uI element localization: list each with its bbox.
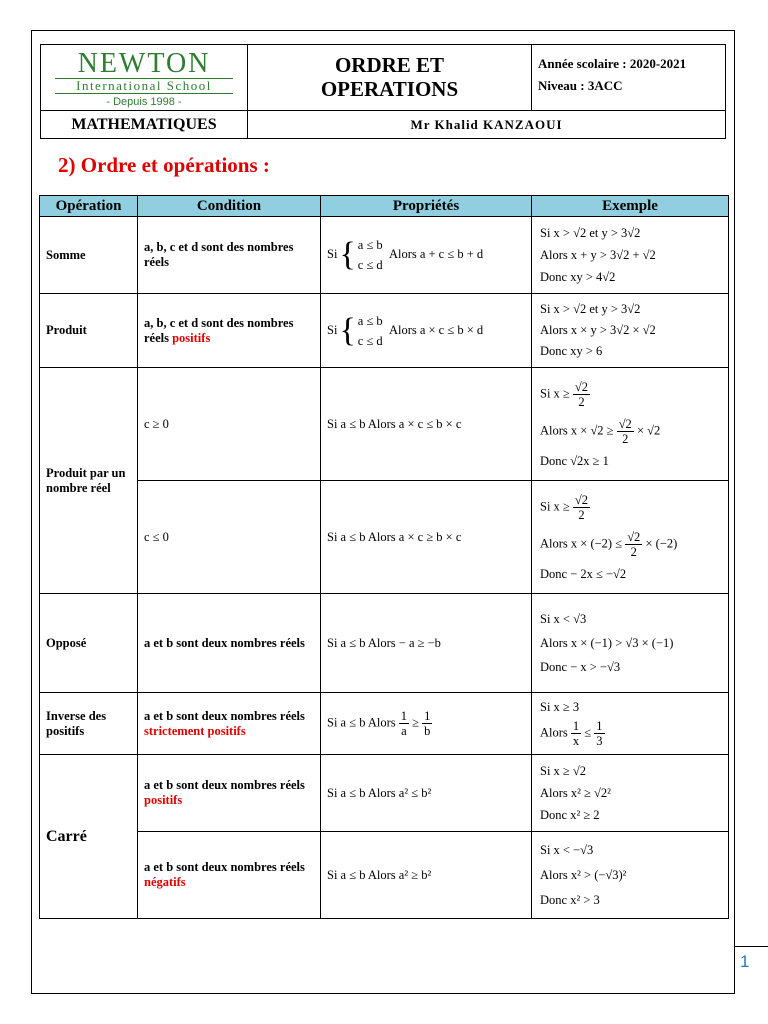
fraction-numerator: 1: [400, 709, 408, 723]
example-cell: [532, 755, 729, 832]
fraction: [594, 719, 604, 748]
operation-cell: Produit par un nombre réel: [40, 368, 138, 594]
table-row: [40, 294, 729, 368]
condition-cell: a, b, c et d sont des nombres réels: [138, 217, 321, 294]
condition-cell: c ≥ 0: [138, 368, 321, 481]
document-header: [40, 44, 726, 139]
title-line-1: ORDRE ET: [334, 53, 445, 77]
fraction-denominator: 2: [578, 507, 585, 522]
condition-cell: c ≤ 0: [138, 481, 321, 594]
condition-text: a, b, c et d sont des nombres réels: [144, 315, 294, 345]
header-info: [532, 45, 725, 111]
example-line: [540, 380, 728, 409]
property-text: Si a ≤ b Alors: [327, 715, 396, 730]
table-row: [40, 368, 729, 481]
example-line: [540, 493, 728, 522]
example-line: [540, 417, 728, 446]
operation-cell: Opposé: [40, 594, 138, 693]
table-row: [40, 832, 729, 919]
operation-cell: Somme: [40, 217, 138, 294]
table-row: [40, 693, 729, 755]
example-line: Donc x² ≥ 2: [540, 807, 600, 822]
example-cell: [532, 294, 729, 368]
condition-cell: [138, 294, 321, 368]
example-line: Si x ≥ √2: [540, 763, 587, 778]
property-cell: Si a ≤ b Alors a² ≤ b²: [321, 755, 532, 832]
condition-text: a et b sont deux nombres réels: [144, 778, 305, 792]
example-cell: [532, 693, 729, 755]
column-header: Condition: [138, 196, 321, 217]
example-text: Si x ≥: [540, 498, 570, 513]
operation-cell: Inverse des positifs: [40, 693, 138, 755]
table-row: [40, 481, 729, 594]
condition-highlight: positifs: [144, 793, 183, 807]
column-header: Opération: [40, 196, 138, 217]
example-line: Donc − x > −√3: [540, 659, 621, 674]
example-line: Donc xy > 4√2: [540, 269, 616, 284]
document-title: [248, 45, 532, 111]
example-line: Alors x + y > 3√2 + √2: [540, 247, 656, 262]
example-cell: [532, 481, 729, 594]
logo-main-text: NEWTON: [77, 48, 211, 79]
fraction-denominator: x: [572, 733, 580, 748]
property-line: c ≤ d: [357, 258, 383, 272]
school-logo: [41, 45, 248, 111]
table-row: [40, 594, 729, 693]
property-conclusion: Alors a × c ≤ b × d: [388, 322, 484, 337]
condition-text: a et b sont deux nombres réels: [144, 860, 305, 874]
example-line: Alors x² > (−√3)²: [540, 867, 627, 882]
example-cell: [532, 594, 729, 693]
property-line: a ≤ b: [357, 313, 383, 328]
example-line: [540, 530, 728, 559]
property-cell: [321, 693, 532, 755]
page-number-rule: [735, 946, 768, 947]
fraction-numerator: √2: [574, 379, 589, 394]
fraction: [573, 380, 590, 409]
column-header: Exemple: [532, 196, 729, 217]
property-line: a ≤ b: [357, 238, 383, 252]
left-brace-icon: {: [339, 236, 356, 273]
example-text: Alors x × (−2) ≤: [540, 535, 623, 550]
page-number: 1: [740, 952, 750, 971]
property-line: c ≤ d: [357, 333, 383, 348]
fraction-denominator: 2: [630, 544, 637, 559]
property-cell: [321, 217, 532, 294]
property-si: Si: [327, 322, 338, 337]
fraction-denominator: b: [424, 724, 431, 738]
example-line: Donc − 2x ≤ −√2: [540, 566, 627, 581]
condition-highlight: strictement positifs: [144, 723, 246, 738]
example-line: Si x < √3: [540, 611, 587, 626]
fraction-numerator: √2: [627, 529, 641, 544]
operation-cell: Carré: [40, 755, 138, 919]
table-row: [40, 217, 729, 294]
table-header-row: [40, 196, 729, 217]
property-cell: [321, 294, 532, 368]
example-line: Si x ≥ 3: [540, 699, 580, 714]
property-conclusion: Alors a + c ≤ b + d: [388, 246, 484, 261]
property-text: ≥: [412, 715, 420, 730]
operation-cell: Produit: [40, 294, 138, 368]
school-year: Année scolaire : 2020-2021: [538, 56, 687, 71]
example-line: Alors x² ≥ √2²: [540, 785, 611, 800]
fraction-denominator: 2: [578, 394, 585, 409]
example-cell: [532, 368, 729, 481]
fraction-numerator: 1: [424, 709, 431, 723]
example-line: Alors x × (−1) > √3 × (−1): [540, 635, 674, 650]
example-cell: [532, 832, 729, 919]
property-system: [358, 311, 383, 351]
condition-cell: [138, 693, 321, 755]
fraction: [617, 417, 634, 446]
fraction-numerator: √2: [574, 492, 589, 507]
teacher-name: Mr Khalid KANZAOUI: [410, 117, 563, 132]
fraction-denominator: a: [401, 724, 407, 738]
fraction: [422, 709, 432, 738]
property-cell: Si a ≤ b Alors − a ≥ −b: [321, 594, 532, 693]
subject-label: MATHEMATIQUES: [41, 111, 248, 138]
example-line: Si x < −√3: [540, 842, 594, 857]
left-brace-icon: {: [339, 311, 356, 349]
example-line: Si x > √2 et y > 3√2: [540, 302, 641, 316]
condition-cell: [138, 832, 321, 919]
example-text: Alors: [540, 724, 568, 739]
example-text: ≤: [584, 724, 592, 739]
condition-highlight: positifs: [172, 330, 211, 345]
property-cell: Si a ≤ b Alors a × c ≥ b × c: [321, 481, 532, 594]
section-title: 2) Ordre et opérations :: [58, 153, 270, 177]
property-system: [358, 235, 383, 275]
fraction: [571, 719, 581, 748]
example-line: Si x > √2 et y > 3√2: [540, 225, 641, 240]
fraction-denominator: 3: [596, 733, 603, 748]
example-line: [540, 719, 728, 748]
example-cell: [532, 217, 729, 294]
condition-cell: a et b sont deux nombres réels: [138, 594, 321, 693]
example-text: Si x ≥: [540, 385, 570, 400]
fraction-numerator: 1: [572, 718, 580, 733]
operations-table: [39, 195, 729, 919]
condition-text: a et b sont deux nombres réels: [144, 708, 305, 723]
example-text: Alors x × √2 ≥: [540, 422, 614, 437]
property-si: Si: [327, 246, 338, 261]
fraction: [573, 493, 590, 522]
example-line: Donc x² > 3: [540, 892, 600, 907]
logo-since-text: - Depuis 1998 -: [106, 96, 182, 108]
logo-sub-text: International School: [55, 78, 233, 94]
class-level: Niveau : 3ACC: [538, 78, 623, 93]
example-line: Donc √2x ≥ 1: [540, 453, 609, 468]
fraction-numerator: √2: [618, 416, 632, 431]
fraction-denominator: 2: [622, 431, 629, 446]
title-line-2: OPERATIONS: [320, 77, 459, 101]
example-text: × (−2): [645, 535, 678, 550]
fraction: [625, 530, 642, 559]
example-line: Alors x × y > 3√2 × √2: [540, 323, 656, 337]
column-header: Propriétés: [321, 196, 532, 217]
example-line: Donc xy > 6: [540, 344, 603, 358]
condition-cell: [138, 755, 321, 832]
property-cell: Si a ≤ b Alors a² ≥ b²: [321, 832, 532, 919]
example-text: × √2: [636, 422, 661, 437]
fraction: [399, 709, 409, 738]
property-cell: Si a ≤ b Alors a × c ≤ b × c: [321, 368, 532, 481]
fraction-numerator: 1: [596, 718, 603, 733]
table-row: [40, 755, 729, 832]
condition-highlight: négatifs: [144, 875, 186, 889]
